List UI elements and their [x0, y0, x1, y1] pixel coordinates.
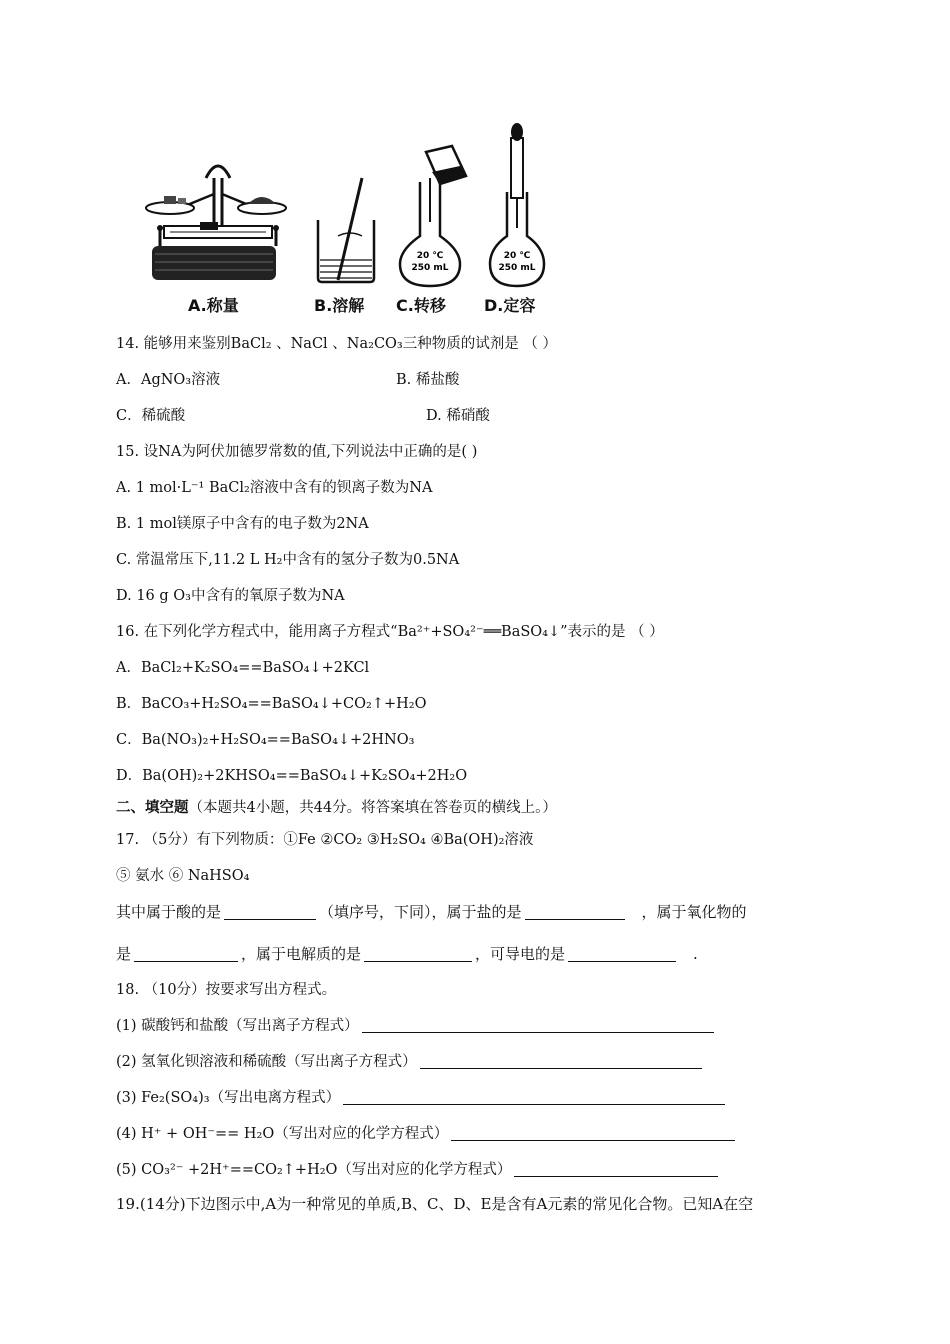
section-note: （本题共4小题，共44分。将答案填在答卷页的横线上。） — [188, 800, 557, 816]
q17-text-conductive: ，可导电的是 — [475, 945, 566, 963]
q16-stem: 16. 在下列化学方程式中，能用离子方程式“Ba²⁺+SO₄²⁻══BaSO₄↓”表示的是 （ ） — [116, 624, 664, 640]
q17-blank-conductive[interactable] — [568, 945, 676, 962]
q14-option-c: C．稀硫酸 — [116, 408, 186, 424]
q14-option-a: A．AgNO₃溶液 — [116, 372, 221, 388]
q15-option-b: B. 1 mol镁原子中含有的电子数为2NA — [116, 516, 369, 532]
q17-text-period: . — [693, 945, 698, 963]
q18-item2 — [116, 1052, 705, 1072]
q14-stem: 14. 能够用来鉴别BaCl₂ 、NaCl 、Na₂CO₃三种物质的试剂是 （ ） — [116, 336, 557, 352]
q15-option-c: C. 常温常压下,11.2 L H₂中含有的氢分子数为0.5NA — [116, 552, 460, 568]
lab-figure — [130, 118, 560, 318]
q17-text-oxide: ，属于氧化物的 — [641, 903, 747, 921]
q18-blank4[interactable] — [451, 1124, 735, 1141]
q16-option-b: B．BaCO₃+H₂SO₄==BaSO₄↓+CO₂↑+H₂O — [116, 696, 427, 712]
q18-blank3[interactable] — [343, 1088, 725, 1105]
flask2-temp-label: 20 ℃ — [503, 251, 531, 261]
q18-item3 — [116, 1088, 728, 1108]
section-title: 二、填空题 — [116, 799, 189, 816]
q17-blank-oxide[interactable] — [134, 945, 238, 962]
q15-option-a: A. 1 mol·L⁻¹ BaCl₂溶液中含有的钡离子数为NA — [116, 480, 433, 496]
q18-item1 — [116, 1016, 717, 1036]
q17-text-electrolyte: ，属于电解质的是 — [241, 945, 362, 963]
flask-dropper-icon — [490, 123, 544, 286]
q17-line4 — [116, 944, 698, 964]
q14-option-b: B. 稀盐酸 — [396, 372, 460, 388]
q17-blank-acid[interactable] — [224, 903, 316, 920]
q18-item5 — [116, 1160, 721, 1180]
q15-option-d: D. 16 g O₃中含有的氧原子数为NA — [116, 588, 345, 604]
q18-blank1[interactable] — [362, 1016, 714, 1033]
flask-transfer-icon — [400, 146, 466, 286]
q14-option-d: D. 稀硝酸 — [426, 408, 490, 424]
q18-item2-text: (2) 氢氧化钡溶液和稀硫酸（写出离子方程式） — [116, 1054, 417, 1070]
q18-blank2[interactable] — [420, 1052, 702, 1069]
q16-option-c: C．Ba(NO₃)₂+H₂SO₄==BaSO₄↓+2HNO₃ — [116, 732, 415, 748]
q17-text-acid: 其中属于酸的是 — [116, 903, 222, 921]
caption-transferring: C.转移 — [396, 296, 446, 315]
q18-item5-text: (5) CO₃²⁻ +2H⁺==CO₂↑+H₂O（写出对应的化学方程式） — [116, 1162, 512, 1178]
q18-item3-text: (3) Fe₂(SO₄)₃（写出电离方程式） — [116, 1090, 341, 1106]
q17-line3 — [116, 902, 747, 922]
q17-blank-salt[interactable] — [525, 903, 625, 920]
lab-apparatus-illustration — [130, 118, 560, 318]
caption-constant-volume: D.定容 — [484, 296, 536, 315]
q18-item1-text: (1) 碳酸钙和盐酸（写出离子方程式） — [116, 1018, 359, 1034]
q17-text-salt: （填序号，下同），属于盐的是 — [319, 903, 522, 921]
q18-item4-text: (4) H⁺ + OH⁻== H₂O（写出对应的化学方程式） — [116, 1126, 449, 1142]
q15-stem: 15. 设NA为阿伏加德罗常数的值,下列说法中正确的是( ) — [116, 444, 478, 460]
beaker-icon — [318, 178, 374, 282]
q17-line2: ⑤ 氨水 ⑥ NaHSO₄ — [116, 868, 250, 884]
q17-blank-electrolyte[interactable] — [364, 945, 472, 962]
q18-blank5[interactable] — [514, 1160, 718, 1177]
balance-icon — [146, 166, 286, 280]
q17-line1: 17. （5分）有下列物质：①Fe ②CO₂ ③H₂SO₄ ④Ba(OH)₂溶液 — [116, 832, 534, 848]
flask2-volume-label: 250 mL — [498, 263, 536, 273]
flask-temp-label: 20 ℃ — [416, 251, 444, 261]
q19-stem: 19.(14分)下边图示中,A为一种常见的单质,B、C、D、E是含有A元素的常见化合物。已知A在空 — [116, 1195, 754, 1213]
q18-item4 — [116, 1124, 738, 1144]
q18-stem: 18. （10分）按要求写出方程式。 — [116, 982, 337, 998]
q16-option-d: D．Ba(OH)₂+2KHSO₄==BaSO₄↓+K₂SO₄+2H₂O — [116, 768, 468, 784]
q17-text-is: 是 — [116, 945, 132, 963]
section-heading — [116, 798, 557, 818]
caption-weighing: A.称量 — [188, 296, 239, 315]
q16-option-a: A．BaCl₂+K₂SO₄==BaSO₄↓+2KCl — [116, 660, 370, 676]
caption-dissolving: B.溶解 — [314, 296, 365, 315]
flask-volume-label: 250 mL — [411, 263, 449, 273]
